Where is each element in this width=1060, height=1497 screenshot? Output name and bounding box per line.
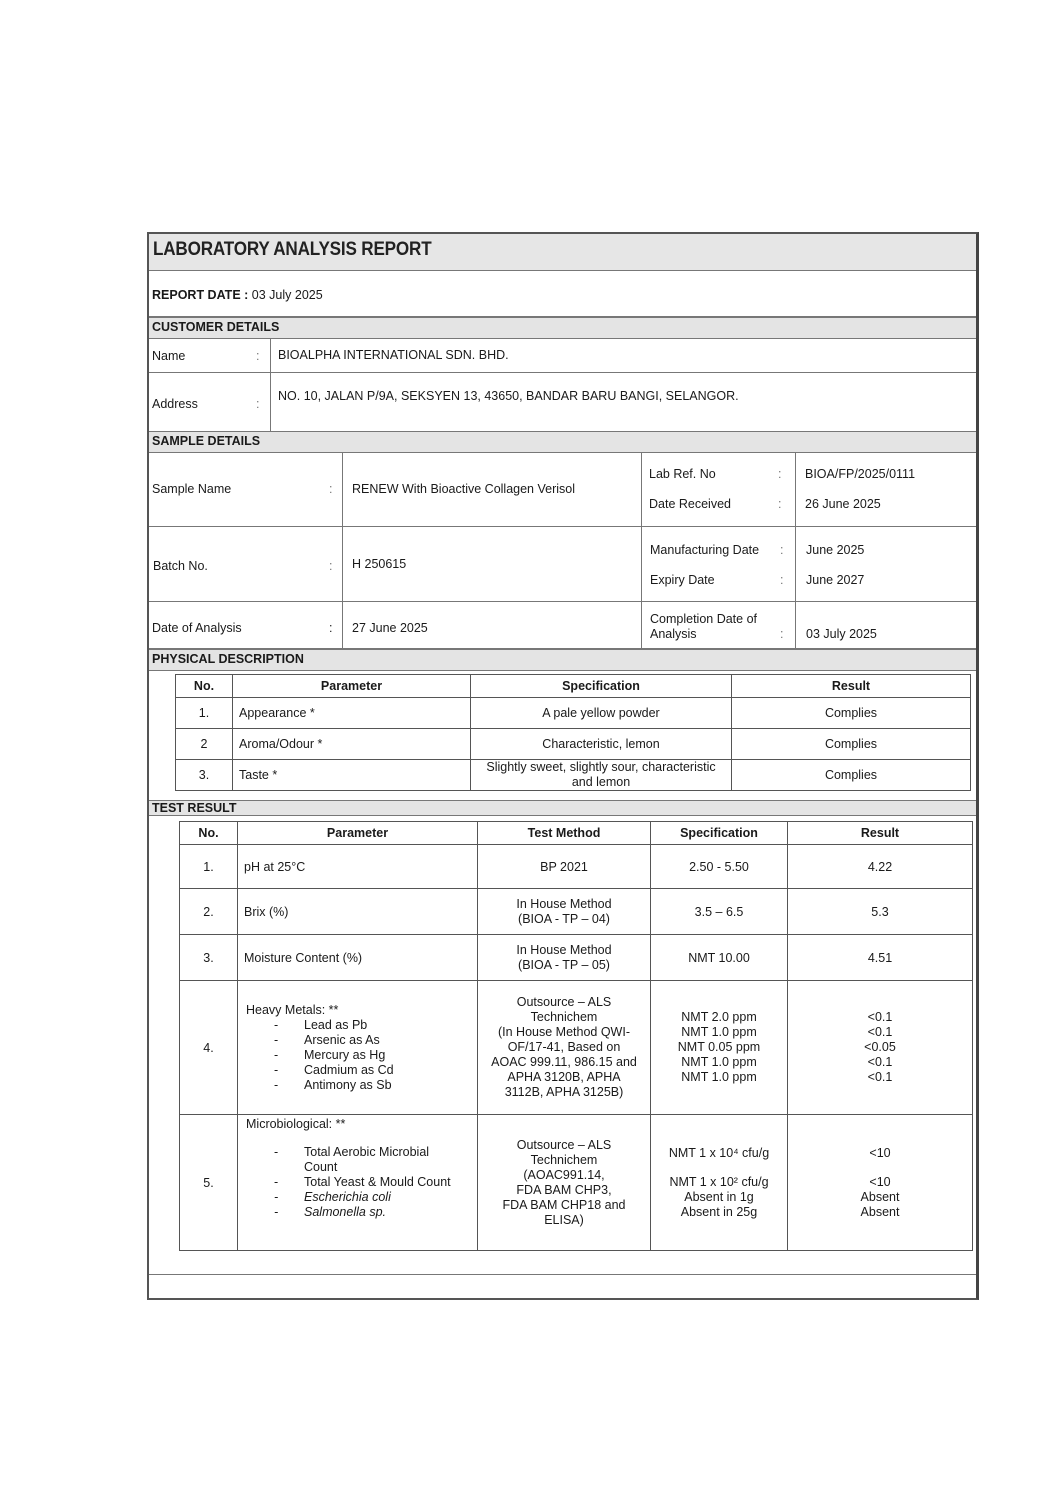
report-date-value: 03 July 2025 (251, 288, 323, 302)
table-row (180, 981, 973, 1115)
method-line: ELISA) (544, 1212, 584, 1227)
customer-name-row (149, 338, 976, 373)
address-value: NO. 10, JALAN P/9A, SEKSYEN 13, 43650, BANDAR BARU BANGI, SELANGOR. (278, 389, 739, 403)
list-item: - Lead as Pb (246, 1018, 471, 1033)
row-result: Complies (732, 698, 971, 729)
divider (641, 527, 642, 601)
spec-line: NMT 1 x 10² cfu/g (669, 1174, 769, 1189)
microbiological-list (246, 1145, 471, 1220)
report-title: LABORATORY ANALYSIS REPORT (153, 239, 432, 260)
lab-report (147, 232, 979, 1300)
report-date-label: REPORT DATE (152, 288, 241, 302)
row-spec (651, 981, 788, 1115)
address-label: Address (152, 397, 198, 411)
row-no: 1. (176, 698, 233, 729)
sample-details-header (149, 431, 976, 453)
row-result: Complies (732, 760, 971, 791)
physical-section-label: PHYSICAL DESCRIPTION (152, 652, 304, 666)
batch-value: H 250615 (352, 557, 407, 571)
lab-ref-value: BIOA/FP/2025/0111 (805, 467, 916, 481)
report-title-bar (149, 234, 976, 271)
heavy-metals-heading: Heavy Metals: ** (246, 1002, 339, 1017)
mfg-date-colon: : (780, 543, 784, 557)
analysis-date-label: Date of Analysis (152, 621, 242, 635)
method-line: 3112B, APHA 3125B) (504, 1085, 624, 1099)
method-line: (BIOA - TP – 05) (518, 957, 610, 972)
bottom-rule (149, 1274, 976, 1275)
customer-section-label: CUSTOMER DETAILS (152, 320, 280, 334)
spec-line: NMT 1.0 ppm (681, 1055, 757, 1069)
result-line: <10 (869, 1145, 891, 1160)
expiry-date-label: Expiry Date (650, 573, 715, 587)
row-result: 4.51 (788, 935, 973, 981)
customer-details-header (149, 317, 976, 339)
method-line: AOAC 999.11, 986.15 and (491, 1055, 637, 1069)
result-line: <0.1 (867, 1025, 893, 1039)
sample-name-value: RENEW With Bioactive Collagen Verisol (352, 482, 575, 496)
name-label: Name (152, 349, 186, 363)
expiry-date-colon: : (780, 573, 784, 587)
col-parameter: Parameter (233, 675, 471, 698)
table-row (176, 729, 971, 760)
divider (641, 452, 642, 526)
lab-ref-colon: : (778, 467, 782, 481)
row-method (478, 889, 651, 935)
col-specification: Specification (651, 822, 788, 845)
completion-date-colon: : (780, 627, 784, 641)
date-received-label: Date Received (649, 497, 731, 511)
expiry-date-value: June 2027 (806, 573, 865, 587)
col-no: No. (176, 675, 233, 698)
microbiological-heading: Microbiological: ** (246, 1117, 346, 1131)
list-item: - Total Yeast & Mould Count (246, 1175, 471, 1190)
col-result: Result (788, 822, 973, 845)
row-parameter: Taste * (233, 760, 471, 791)
divider (270, 338, 271, 372)
divider (270, 373, 271, 431)
completion-label-line-1: Completion Date of (650, 612, 758, 626)
list-item: - Arsenic as As (246, 1033, 471, 1048)
row-method (478, 935, 651, 981)
row-parameter: Aroma/Odour * (233, 729, 471, 760)
result-line: Absent (860, 1204, 900, 1219)
row-result: 5.3 (788, 889, 973, 935)
list-item: - Cadmium as Cd (246, 1063, 471, 1078)
row-no: 3. (176, 760, 233, 791)
divider (795, 602, 796, 648)
row-spec: 2.50 - 5.50 (651, 845, 788, 889)
sample-name-label: Sample Name (152, 482, 232, 496)
completion-date-value: 03 July 2025 (806, 627, 877, 641)
table-row (176, 760, 971, 791)
row-no: 2 (176, 729, 233, 760)
table-row (176, 698, 971, 729)
result-line: <0.1 (867, 1070, 893, 1084)
row-spec (471, 760, 732, 791)
spec-line: and lemon (571, 775, 631, 789)
completion-date-label (650, 612, 757, 642)
result-line: <0.1 (867, 1010, 893, 1024)
table-row (180, 845, 973, 889)
batch-label: Batch No. (153, 559, 208, 573)
row-no: 3. (180, 935, 238, 981)
row-spec: 3.5 – 6.5 (651, 889, 788, 935)
batch-row (149, 527, 976, 602)
list-item-line: - Total Aerobic Microbial (304, 1145, 430, 1159)
list-item: - Mercury as Hg (246, 1048, 471, 1063)
row-parameter: Brix (%) (238, 889, 478, 935)
method-line: Technichem (530, 1152, 598, 1167)
row-no: 5. (180, 1115, 238, 1251)
row-no: 2. (180, 889, 238, 935)
completion-label-line-2: Analysis (650, 627, 697, 641)
physical-description-table (175, 674, 971, 791)
row-parameter: pH at 25°C (238, 845, 478, 889)
col-result: Result (732, 675, 971, 698)
spec-line: NMT 1 x 10⁴ cfu/g (668, 1145, 770, 1160)
test-result-header (149, 800, 976, 816)
mfg-date-label: Manufacturing Date (650, 543, 760, 557)
analysis-date-colon: : (329, 621, 333, 635)
result-line: <10 (869, 1174, 891, 1189)
row-no: 4. (180, 981, 238, 1115)
table-row (180, 935, 973, 981)
batch-colon: : (329, 559, 333, 573)
list-item: - Salmonella sp. (246, 1205, 471, 1220)
divider (641, 602, 642, 648)
address-colon: : (256, 397, 260, 411)
col-parameter: Parameter (238, 822, 478, 845)
sample-section-label: SAMPLE DETAILS (152, 434, 261, 448)
customer-address-row (149, 373, 976, 432)
list-item-line: Count (304, 1160, 338, 1174)
lab-ref-label: Lab Ref. No (649, 467, 716, 481)
divider (795, 527, 796, 601)
spacer (794, 1161, 966, 1175)
sample-name-colon: : (329, 482, 333, 496)
test-result-table (179, 821, 973, 1251)
row-result: 4.22 (788, 845, 973, 889)
table-row (180, 1115, 973, 1251)
row-parameter (238, 1115, 478, 1251)
method-line: In House Method (516, 942, 612, 957)
result-line: <0.05 (864, 1040, 896, 1054)
row-result: Complies (732, 729, 971, 760)
row-method: BP 2021 (478, 845, 651, 889)
table-header-row (176, 675, 971, 698)
spec-line: NMT 1.0 ppm (681, 1070, 757, 1084)
row-method (478, 981, 651, 1115)
date-received-value: 26 June 2025 (805, 497, 881, 511)
row-method (478, 1115, 651, 1251)
name-value: BIOALPHA INTERNATIONAL SDN. BHD. (278, 348, 509, 362)
row-spec: NMT 10.00 (651, 935, 788, 981)
name-colon: : (256, 349, 260, 363)
table-header-row (180, 822, 973, 845)
row-parameter (238, 981, 478, 1115)
method-line: Outsource – ALS (516, 1137, 612, 1152)
row-spec: A pale yellow powder (471, 698, 732, 729)
table-row (180, 889, 973, 935)
list-item: - Escherichia coli (246, 1190, 471, 1205)
divider (795, 452, 796, 526)
row-parameter: Appearance * (233, 698, 471, 729)
method-line: Technichem (530, 1010, 598, 1024)
sample-name-row (149, 452, 976, 527)
method-line: FDA BAM CHP18 and (502, 1197, 626, 1212)
date-received-colon: : (778, 497, 782, 511)
row-no: 1. (180, 845, 238, 889)
row-result (788, 981, 973, 1115)
spec-line: NMT 1.0 ppm (681, 1025, 757, 1039)
method-line: (In House Method QWI- (498, 1025, 630, 1039)
spec-line: NMT 0.05 ppm (677, 1040, 761, 1054)
spacer (657, 1161, 781, 1175)
method-line: In House Method (516, 896, 612, 911)
list-item: - Antimony as Sb (246, 1078, 471, 1093)
method-line: FDA BAM CHP3, (516, 1182, 612, 1197)
row-result (788, 1115, 973, 1251)
report-date-row (149, 270, 976, 317)
method-line: OF/17-41, Based on (507, 1040, 621, 1054)
divider (342, 452, 343, 526)
spec-line: NMT 2.0 ppm (681, 1010, 757, 1024)
mfg-date-value: June 2025 (806, 543, 865, 557)
heavy-metals-list (246, 1018, 471, 1093)
test-section-label: TEST RESULT (152, 801, 237, 815)
method-line: Outsource – ALS (516, 995, 612, 1009)
result-line: <0.1 (867, 1055, 893, 1069)
report-date-colon: : (244, 288, 252, 302)
row-spec: Characteristic, lemon (471, 729, 732, 760)
method-line: (AOAC991.14, (523, 1167, 605, 1182)
method-line: APHA 3120B, APHA (507, 1070, 621, 1084)
spec-line: Absent in 1g (684, 1189, 754, 1204)
method-line: (BIOA - TP – 04) (518, 911, 610, 926)
col-no: No. (180, 822, 238, 845)
col-test-method: Test Method (478, 822, 651, 845)
row-parameter: Moisture Content (%) (238, 935, 478, 981)
analysis-date-value: 27 June 2025 (352, 621, 428, 635)
result-line: Absent (860, 1189, 900, 1204)
report-date (152, 288, 323, 302)
divider (342, 602, 343, 648)
divider (342, 527, 343, 601)
spec-line: Absent in 25g (680, 1204, 758, 1219)
col-specification: Specification (471, 675, 732, 698)
physical-description-header (149, 649, 976, 671)
row-spec (651, 1115, 788, 1251)
list-item (246, 1145, 471, 1175)
spec-line: Slightly sweet, slightly sour, characteristic (486, 760, 716, 774)
analysis-date-row (149, 602, 976, 649)
